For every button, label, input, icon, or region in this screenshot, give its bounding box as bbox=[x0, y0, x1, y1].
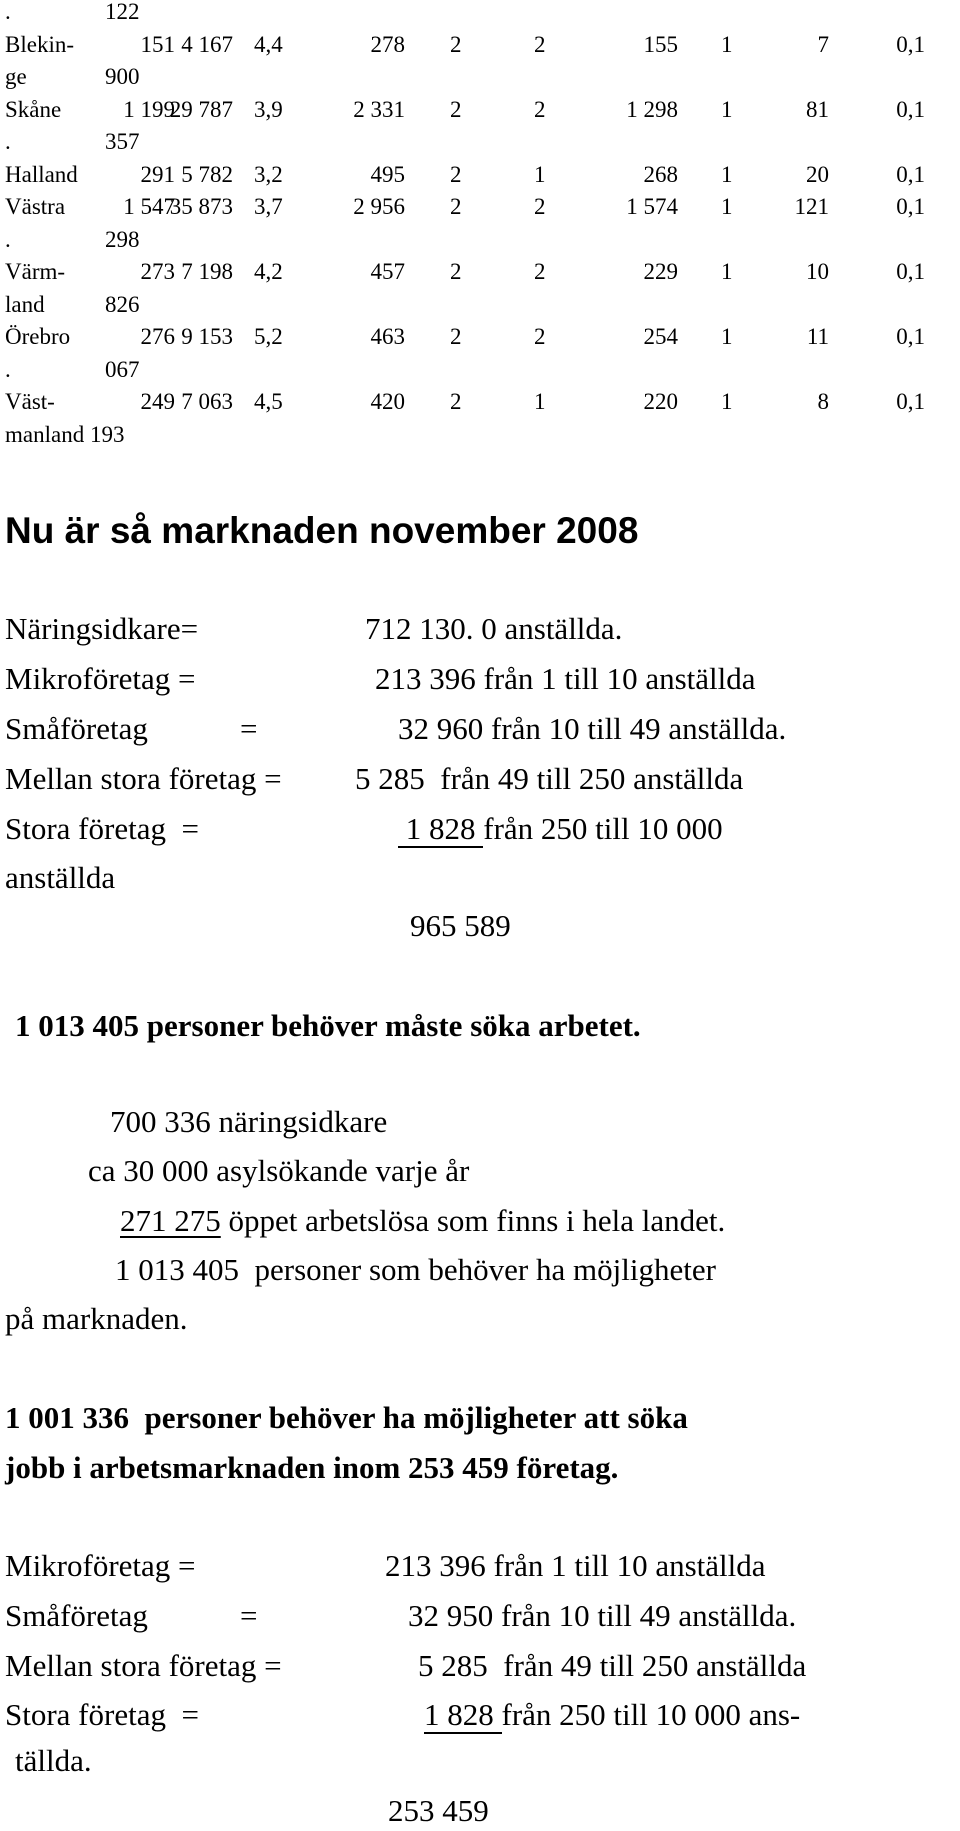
stora-anstallda: anställda bbox=[5, 860, 116, 895]
table-cell-c1: 249 bbox=[140, 389, 175, 414]
table-cell-c7: 220 bbox=[643, 389, 678, 414]
table-cell-c7: 1 298 bbox=[626, 96, 678, 122]
table-cell-c0: . bbox=[5, 129, 11, 154]
mikroforetag-label: Mikroföretag = bbox=[5, 661, 196, 696]
table-cell-c1: 122 bbox=[105, 0, 140, 24]
breakdown-marknaden: på marknaden. bbox=[5, 1301, 188, 1336]
table-cell-c0: . bbox=[5, 226, 11, 252]
c-stora-value bbox=[424, 1699, 800, 1730]
table-cell-c8: 1 bbox=[721, 31, 733, 57]
table-cell-c0: land bbox=[5, 291, 45, 317]
table-cell-c0: . bbox=[5, 0, 11, 24]
table-cell-c2: 4 167 bbox=[181, 31, 233, 57]
table-cell-c1: 826 bbox=[105, 291, 140, 317]
c-stora-anstallda: tällda. bbox=[15, 1743, 92, 1778]
table-cell-c0: ge bbox=[5, 64, 27, 89]
table-cell-c8: 1 bbox=[721, 389, 733, 414]
table-cell-c10: 0,1 bbox=[896, 96, 925, 122]
table-cell-c1: 291 bbox=[140, 161, 175, 187]
table-cell-c2: 29 787 bbox=[169, 96, 233, 122]
table-cell-c1: 1 199 bbox=[123, 96, 175, 122]
smaforetag-equals: = bbox=[240, 711, 258, 746]
table-cell-c7: 229 bbox=[643, 259, 678, 284]
table-cell-c10: 0,1 bbox=[896, 161, 925, 187]
table-cell-c0: manland 193 bbox=[5, 421, 125, 447]
table-cell-c6: 1 bbox=[534, 389, 546, 414]
table-cell-c4: 278 bbox=[370, 31, 405, 57]
breakdown-total: 1 013 405 personer som behöver ha möjligheter bbox=[115, 1252, 716, 1287]
table-cell-c9: 10 bbox=[806, 259, 829, 284]
table-cell-c5: 2 bbox=[450, 259, 462, 284]
statement-companies-line2: jobb i arbetsmarknaden inom 253 459 företag. bbox=[5, 1450, 619, 1485]
table-cell-c9: 7 bbox=[817, 31, 829, 57]
smaforetag-value: 32 960 från 10 till 49 anställda. bbox=[398, 711, 787, 746]
table-cell-c3: 3,2 bbox=[254, 161, 283, 187]
arbetslosa-number: 271 275 bbox=[120, 1203, 221, 1238]
table-cell-c1: 900 bbox=[105, 64, 140, 89]
table-cell-c7: 1 574 bbox=[626, 194, 678, 219]
table-cell-c9: 8 bbox=[817, 389, 829, 414]
table-cell-c4: 495 bbox=[370, 161, 405, 187]
table-cell-c4: 2 956 bbox=[353, 194, 405, 219]
table-cell-c5: 2 bbox=[450, 161, 462, 187]
mellanstora-value: 5 285 från 49 till 250 anställda bbox=[355, 761, 744, 796]
table-cell-c5: 2 bbox=[450, 31, 462, 57]
c-smaforetag-value: 32 950 från 10 till 49 anställda. bbox=[408, 1598, 797, 1633]
stora-number: 1 828 bbox=[398, 811, 484, 846]
c-mellanstora-label: Mellan stora företag = bbox=[5, 1648, 282, 1683]
table-cell-c1: 357 bbox=[105, 129, 140, 154]
table-cell-c8: 1 bbox=[721, 324, 733, 349]
table-cell-c3: 5,2 bbox=[254, 324, 283, 349]
table-cell-c8: 1 bbox=[721, 259, 733, 284]
table-cell-c2: 5 782 bbox=[181, 161, 233, 187]
table-cell-c2: 7 198 bbox=[181, 259, 233, 284]
c-mikroforetag-label: Mikroföretag = bbox=[5, 1548, 196, 1583]
table-cell-c5: 2 bbox=[450, 194, 462, 219]
c-smaforetag-equals: = bbox=[240, 1598, 258, 1633]
stora-label: Stora företag = bbox=[5, 811, 199, 846]
table-cell-c0: Örebro bbox=[5, 324, 71, 349]
table-cell-c1: 276 bbox=[140, 324, 175, 349]
table-cell-c8: 1 bbox=[721, 194, 733, 219]
table-cell-c8: 1 bbox=[721, 161, 733, 187]
table-cell-c1: 298 bbox=[105, 226, 140, 252]
market-total: 965 589 bbox=[410, 908, 511, 943]
table-cell-c2: 35 873 bbox=[169, 194, 233, 219]
table-cell-c6: 2 bbox=[534, 324, 546, 349]
c-mikroforetag-value: 213 396 från 1 till 10 anställda bbox=[385, 1548, 766, 1583]
table-cell-c1: 151 bbox=[140, 31, 175, 57]
c-mellanstora-value: 5 285 från 49 till 250 anställda bbox=[418, 1648, 807, 1683]
table-cell-c6: 2 bbox=[534, 96, 546, 122]
table-cell-c9: 81 bbox=[806, 96, 829, 122]
smaforetag-label: Småföretag bbox=[5, 711, 148, 746]
c-stora-range: från 250 till 10 000 ans- bbox=[501, 1697, 801, 1732]
table-cell-c1: 273 bbox=[140, 259, 175, 284]
table-cell-c2: 7 063 bbox=[181, 389, 233, 414]
table-cell-c0: . bbox=[5, 356, 11, 382]
table-cell-c10: 0,1 bbox=[896, 31, 925, 57]
breakdown-naringsidkare: 700 336 näringsidkare bbox=[110, 1104, 388, 1139]
table-cell-c4: 463 bbox=[370, 324, 405, 349]
table-cell-c7: 254 bbox=[643, 324, 678, 349]
table-cell-c10: 0,1 bbox=[896, 194, 925, 219]
table-cell-c0: Västra bbox=[5, 194, 66, 219]
table-cell-c8: 1 bbox=[721, 96, 733, 122]
section-heading: Nu är så marknaden november 2008 bbox=[5, 510, 639, 551]
table-cell-c5: 2 bbox=[450, 389, 462, 414]
table-cell-c0: Värm- bbox=[5, 259, 66, 284]
table-cell-c6: 2 bbox=[534, 31, 546, 57]
table-cell-c6: 1 bbox=[534, 161, 546, 187]
mellanstora-label: Mellan stora företag = bbox=[5, 761, 282, 796]
statement-persons: 1 013 405 personer behöver måste söka arbetet. bbox=[15, 1008, 641, 1043]
table-cell-c4: 457 bbox=[370, 259, 405, 284]
table-cell-c10: 0,1 bbox=[896, 389, 925, 414]
table-cell-c2: 9 153 bbox=[181, 324, 233, 349]
table-cell-c5: 2 bbox=[450, 96, 462, 122]
stora-range: från 250 till 10 000 bbox=[483, 811, 723, 846]
c-stora-number: 1 828 bbox=[424, 1697, 502, 1732]
table-cell-c5: 2 bbox=[450, 324, 462, 349]
table-cell-c6: 2 bbox=[534, 259, 546, 284]
companies-total: 253 459 bbox=[388, 1793, 489, 1828]
stora-value bbox=[398, 813, 723, 844]
table-cell-c9: 11 bbox=[806, 324, 829, 349]
c-stora-label: Stora företag = bbox=[5, 1697, 199, 1732]
table-cell-c6: 2 bbox=[534, 194, 546, 219]
breakdown-arbetslosa bbox=[120, 1205, 725, 1236]
table-cell-c3: 4,2 bbox=[254, 259, 283, 284]
table-cell-c9: 121 bbox=[794, 194, 829, 219]
table-cell-c7: 155 bbox=[643, 31, 678, 57]
table-cell-c10: 0,1 bbox=[896, 324, 925, 349]
table-cell-c0: Halland bbox=[5, 161, 78, 187]
table-cell-c7: 268 bbox=[643, 161, 678, 187]
table-cell-c0: Skåne bbox=[5, 96, 62, 122]
table-cell-c3: 3,7 bbox=[254, 194, 283, 219]
table-cell-c0: Väst- bbox=[5, 389, 55, 414]
table-cell-c3: 3,9 bbox=[254, 96, 283, 122]
statement-companies-line1: 1 001 336 personer behöver ha möjligheter att söka bbox=[5, 1400, 688, 1435]
table-cell-c3: 4,5 bbox=[254, 389, 283, 414]
table-cell-c4: 2 331 bbox=[353, 96, 405, 122]
table-cell-c1: 1 547 bbox=[123, 194, 175, 219]
table-cell-c10: 0,1 bbox=[896, 259, 925, 284]
naringsidkare-value: 712 130. 0 anställda. bbox=[365, 611, 623, 646]
table-cell-c1: 067 bbox=[105, 356, 140, 382]
table-cell-c4: 420 bbox=[370, 389, 405, 414]
table-cell-c0: Blekin- bbox=[5, 31, 74, 57]
breakdown-asylsokande: ca 30 000 asylsökande varje år bbox=[88, 1153, 470, 1188]
naringsidkare-label: Näringsidkare= bbox=[5, 611, 199, 646]
c-smaforetag-label: Småföretag bbox=[5, 1598, 148, 1633]
table-cell-c3: 4,4 bbox=[254, 31, 283, 57]
mikroforetag-value: 213 396 från 1 till 10 anställda bbox=[375, 661, 756, 696]
table-cell-c9: 20 bbox=[806, 161, 829, 187]
arbetslosa-text: öppet arbetslösa som finns i hela landet. bbox=[220, 1203, 726, 1238]
